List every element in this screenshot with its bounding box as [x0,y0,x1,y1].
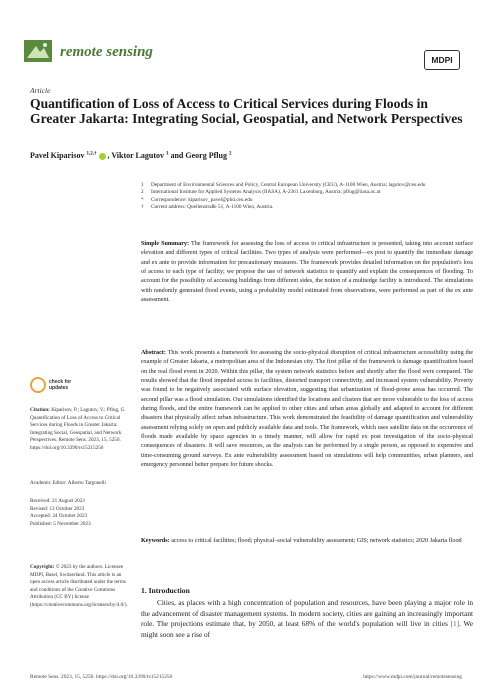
keywords-label: Keywords: [141,538,170,544]
affiliation-text: International Institute for Applied Systems Analysis (IIASA), A-2361 Laxenburg, Austria; pflug@iiasa.ac.at [151,189,381,196]
copyright-label: Copyright: [30,564,55,570]
copyright [30,564,126,610]
check-line: check for [49,379,72,385]
affiliation-mark: 2 [141,189,144,196]
author-name[interactable]: Georg Pflug [185,151,227,160]
affiliation [141,204,471,211]
check-line: updates [49,385,69,391]
paper-title: Quantification of Loss of Access to Critical Services during Floods in Greater Jakarta: Integrating Social, Geospatial, and Network Perspectives [30,96,463,126]
affiliation [141,189,471,196]
affiliations [141,182,471,211]
author-affil-mark: 2 [228,151,232,157]
simple-summary [141,240,473,305]
keywords [141,537,473,546]
affiliation-mark: * [141,196,144,203]
publication-dates [30,498,126,528]
simple-summary-label: Simple Summary: [141,241,190,247]
orcid-icon[interactable] [99,153,106,160]
section-heading: 1. Introduction [141,586,190,595]
author-affil-mark: 1 [165,151,169,157]
publisher-logo: MDPI [424,50,460,70]
author-affil-mark: 1,2,† [86,151,97,157]
journal-logo-icon [24,40,52,62]
author-separator: , [107,151,112,160]
author-separator: and [168,151,186,160]
affiliation-text: Current address: Quellenstraße 51, A-1100 Wien, Austria. [151,203,274,210]
date-published: Published: 5 November 2023 [30,520,91,527]
affiliation-mark: † [141,203,144,210]
citation [30,407,126,453]
page-footer [30,674,462,680]
abstract [141,349,473,470]
date-received: Received: 21 August 2023 [30,498,85,504]
citation-text[interactable]: Kiparisov, P.; Lagutov, V.; Pflug, G. Quantification of Loss of Access to Critical Services during Floods in Greater Jakarta: Integrating Social, Geospatial, and Network Perspectives. Remote Sens. 2023, 15, 5250. https://doi.org/10.3390/rs15215250 [30,407,126,451]
affiliation-text: Correspondence: kiparisov_pavel@phd.ceu.edu [151,196,253,203]
author-name[interactable]: Viktor Lagutov [111,151,164,160]
intro-text: . We might soon see a rise of [141,619,473,639]
date-revised: Revised: 13 October 2023 [30,505,85,512]
intro-text: Cities, as places with a high concentration of population and resources, have been playing a major role in the advancement of disaster management systems. In modern society, cities are gaining an increasingly important role. The projections estimate that, by 2050, at least 68% of the world's population will live in cities [141,598,473,628]
affiliation-text: Department of Environmental Sciences and Policy, Central European University (CEU), A-1100 Wien, Austria; lagutov@ceu.edu [151,182,426,188]
intro-paragraph [141,598,473,640]
abstract-text: This work presents a framework for assessing the socio-physical disruption of critical infrastructure accessibility using the example of Greater Jakarta, a metropolitan area of the Indonesian city. The first pillar of the framework is damage quantification based on the real flood event in 2020. Within this pillar, the system network statistics before and shortly after the flood were compared. The results showed that the flood impeded access to facilities, distorted transport connectivity, and increased system vulnerability. Poverty was found to be negatively associated with surface elevation, suggesting that urbanization of flood-prone areas has occurred. The second pillar was a flood simulation. Our simulations identified the locations and clusters that are more vulnerable to the loss of access during floods, and the entire framework can be applied to other cities and urban areas globally and adapted to account for different disasters that physically affect urban infrastructure. This work demonstrated the feasibility of damage quantification and vulnerability assessment relying solely on open and publicly available data and tools. The framework, which uses satellite data on the occurrence of floods made available by space agencies in a timely manner, will allow for rapid ex post investigation of the socio-physical consequences of disasters. It will save resources, as the analysis can be performed by a single person, as opposed to expensive and time-consuming ground surveys. Ex ante vulnerability assessment based on simulations will help communities, urban planners, and emergency personnel better prepare for future shocks. [141,350,473,469]
keywords-text: access to critical facilities; flood; physical–social vulnerability assessment; GIS; network statistics; 2020 Jakarta flood [169,538,462,544]
footer-url[interactable]: https://www.mdpi.com/journal/remotesensing [363,674,462,680]
citation-label: Citation: [30,407,50,413]
simple-summary-text: The framework for assessing the loss of access to critical infrastructure is presented, taking into account surface elevation and different types of critical facilities. Two types of analysis were performed—ex post to quantify the immediate damage and ex ante to provide information for precautionary measures. The framework provides detailed information on the population's loss of access to each type of facility; we propose the use of network statistics to quantify and explain the consequences of flooding. To account for the possibility of accessing buildings from different sides, the notion of a multiedge facility is introduced. The simulations with randomly generated flood events, using a probability model estimated from observations, were performed as part of the ex ante assessment. [141,241,474,304]
footer-citation[interactable]: Remote Sens. 2023, 15, 5250. https://doi.org/10.3390/rs15215250 [30,674,173,680]
date-accepted: Accepted: 24 October 2023 [30,513,88,520]
affiliation [141,197,471,204]
check-for-updates-icon[interactable] [30,377,46,393]
affiliation-mark: 1 [141,182,144,188]
copyright-text: © 2023 by the authors. Licensee MDPI, Basel, Switzerland. This article is an open access article distributed under the terms and conditions of the Creative Commons Attribution (CC BY) license (https://creativecommons.org/licenses/by/4.0/). [30,564,128,608]
author-list [30,151,231,160]
check-for-updates-label[interactable] [49,379,71,391]
academic-editor: Academic Editor: Alberto Targonelli [30,480,106,486]
abstract-label: Abstract: [141,350,166,356]
reference-link[interactable]: [1] [450,619,460,628]
article-type: Article [30,86,51,95]
author-name[interactable]: Pavel Kiparisov [30,151,85,160]
journal-name: remote sensing [60,44,153,60]
